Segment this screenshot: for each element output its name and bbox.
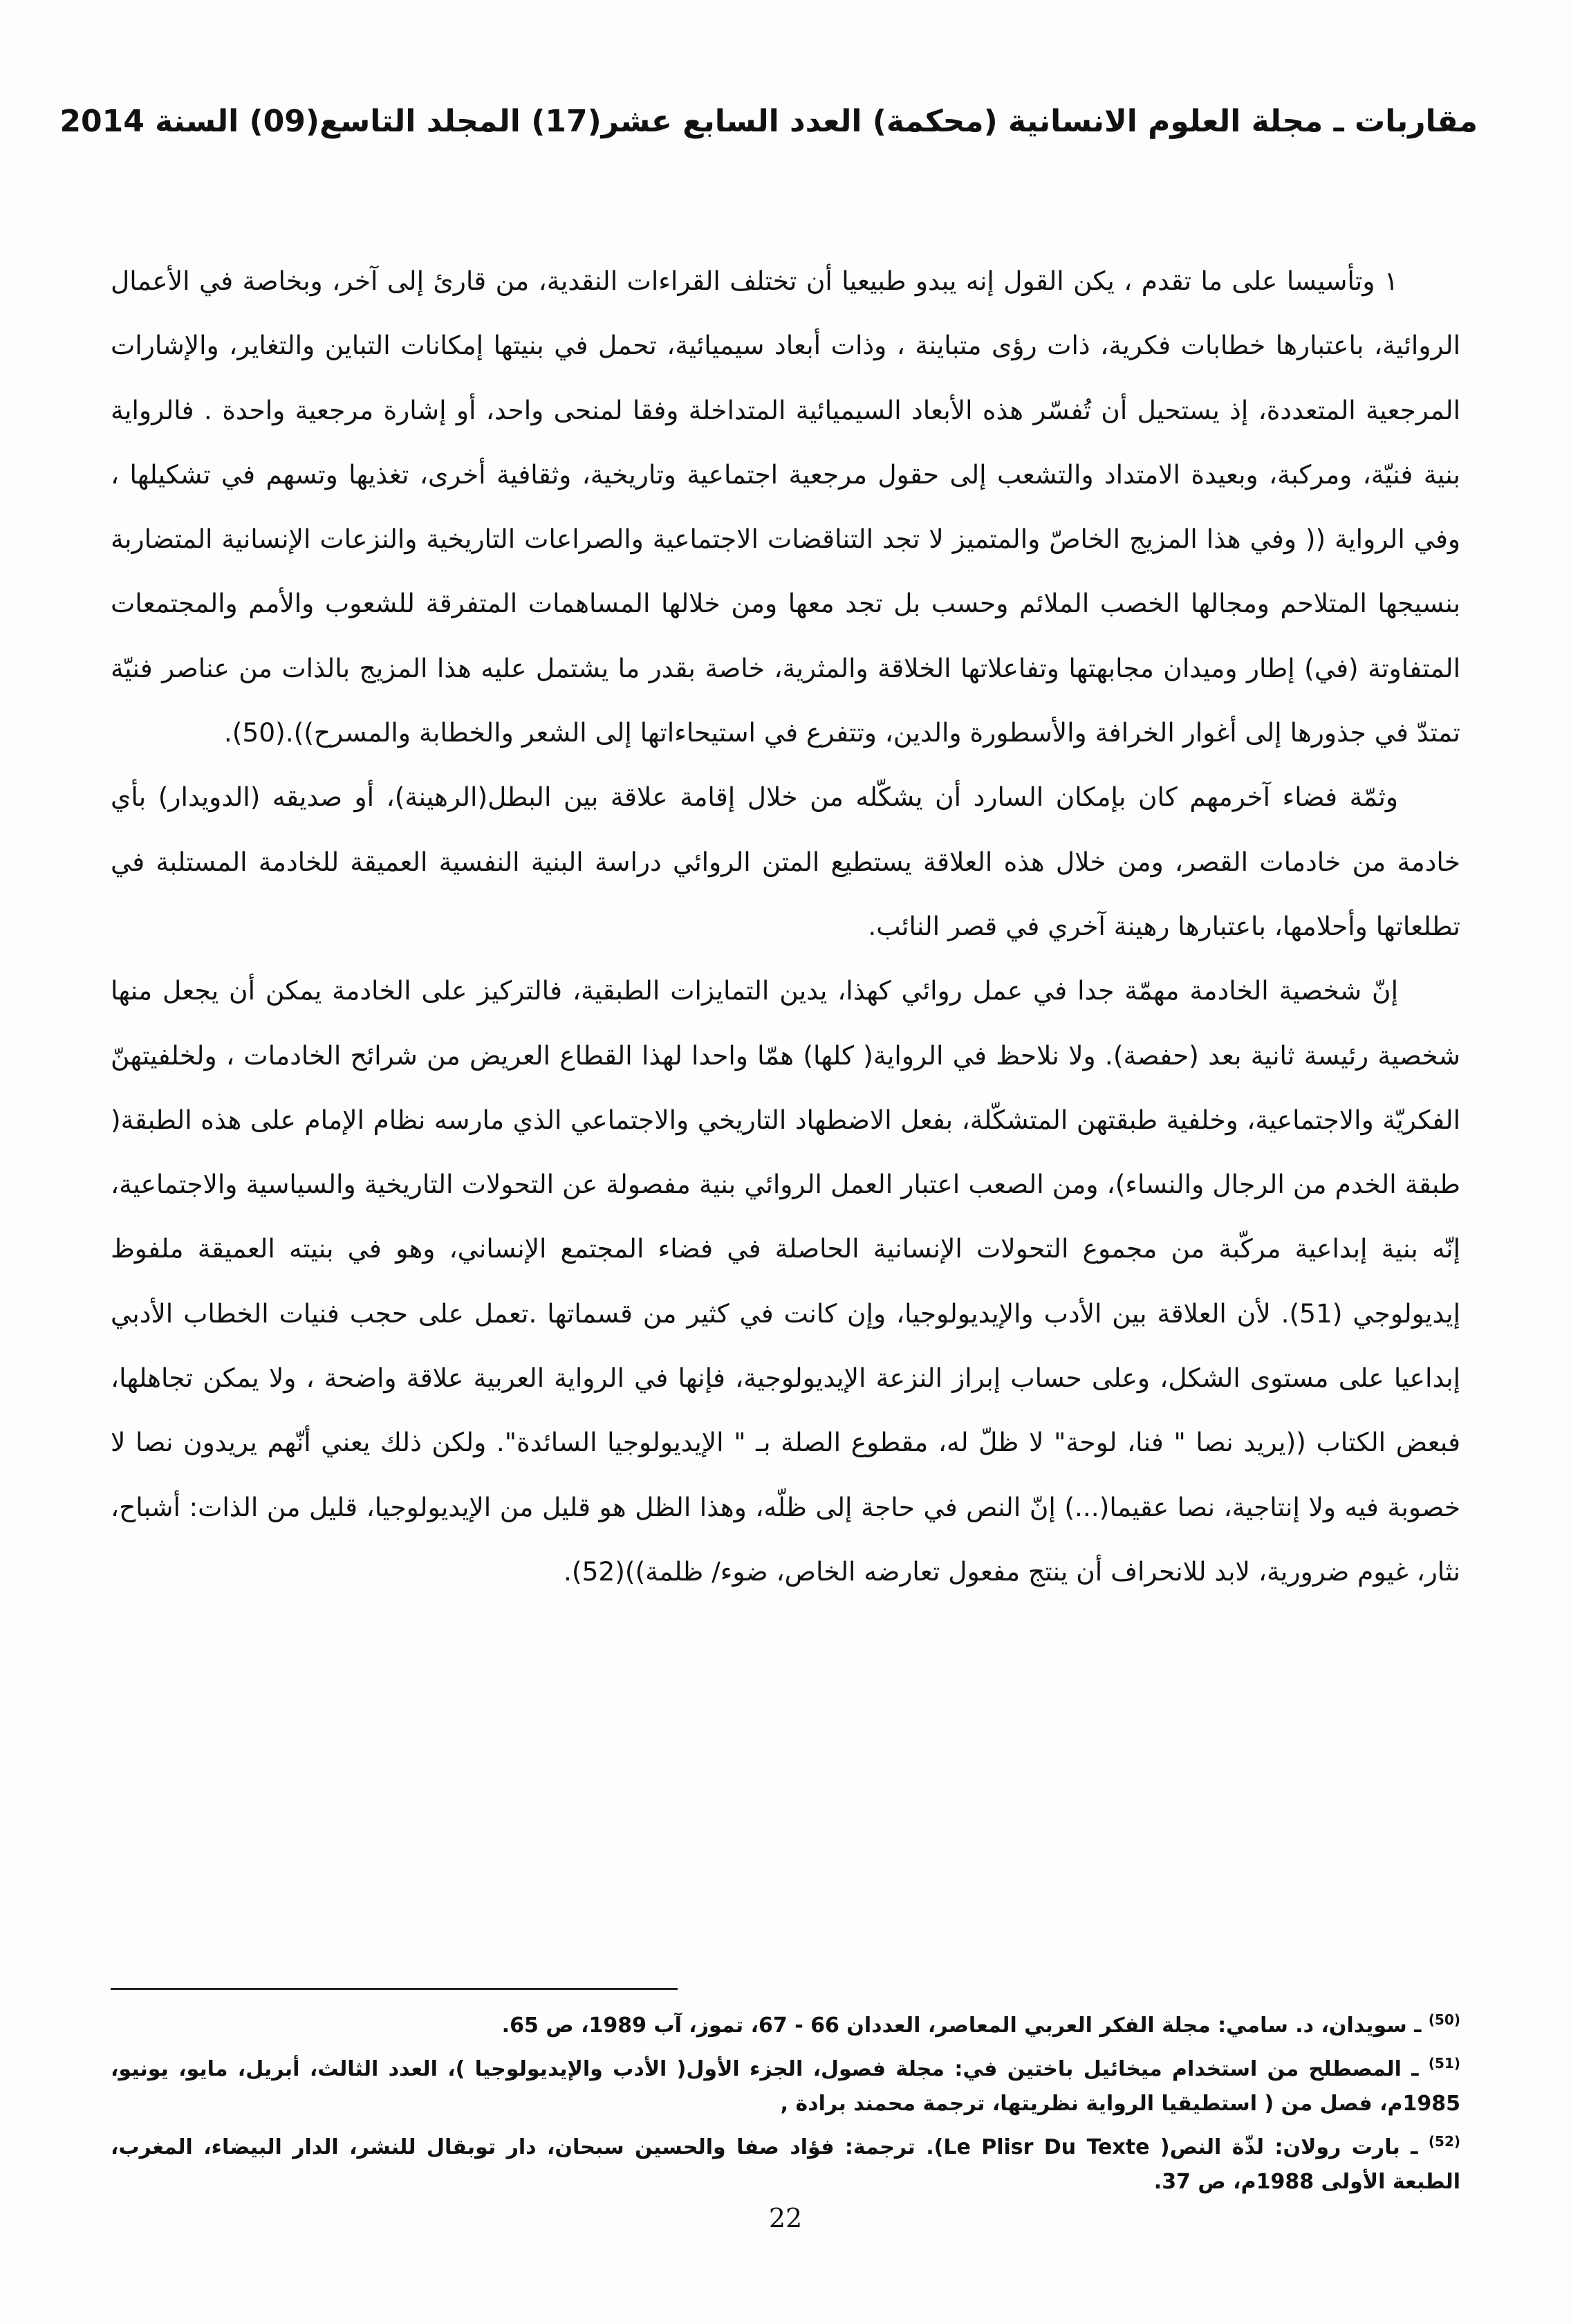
- footnote-number: (51): [1428, 2055, 1460, 2072]
- body-paragraph-3: إنّ شخصية الخادمة مهمّة جدا في عمل روائي كهذا، يدين التمايزات الطبقية، فالتركيز على الخادمة يمكن أن يجعل منها شخصية رئيسة ثانية بعد (حفصة). ولا نلاحظ في الرواية( كلها) همّا واحدا لهذا القطاع العريض من شرائح الخادمات ، ولخلفيتهنّ الفكريّة والاجتماعية، وخلفية طبقتهن المتشكّلة، بفعل الاضطهاد التاريخي والاجتماعي الذي مارسه نظام الإمام على هذه الطبقة( طبقة الخدم من الرجال والنساء)، ومن الصعب اعتبار العمل الروائي بنية مفصولة عن التحولات التاريخية والسياسية والاجتماعية، إنّه بنية إبداعية مركّبة من مجموع التحولات الإنسانية الحاصلة في فضاء المجتمع الإنساني، وهو في بنيته العميقة ملفوظ إيديولوجي (51). لأن العلاقة بين الأدب والإيديولوجيا، وإن كانت في كثير من قسماتها .تعمل على حجب فنيات الخطاب الأدبي إبداعيا على مستوى الشكل، وعلى حساب إبراز النزعة الإيديولوجية، فإنها في الرواية العربية علاقة واضحة ، ولا يمكن تجاهلها، فبعض الكتاب ((يريد نصا " فنا، لوحة" لا ظلّ له، مقطوع الصلة بـ " الإيديولوجيا السائدة". ولكن ذلك يعني أنّهم يريدون نصا لا خصوبة فيه ولا إنتاجية، نصا عقيما(...) إنّ النص في حاجة إلى ظلّه، وهذا الظل هو قليل من الإيديولوجيا، قليل من الذات: أشباح، نثار، غيوم ضرورية، لابد للانحراف أن ينتج مفعول تعارضه الخاص، ضوء/ ظلمة))(52).: [111, 975, 1461, 1587]
- footnote-51: [111, 2046, 1460, 2121]
- body-paragraph-2: وثمّة فضاء آخرمهم كان بإمكان السارد أن يشكّله من خلال إقامة علاقة بين البطل(الرهينة)، أو صديقه (الدويدار) بأي خادمة من خادمات القصر، ومن خلال هذه العلاقة يستطيع المتن الروائي دراسة البنية النفسية العميقة للخادمة المستلبة في تطلعاتها وأحلامها، باعتبارها رهينة آخري في قصر النائب.: [111, 782, 1460, 941]
- footnote-number: (52): [1428, 2133, 1461, 2150]
- footnote-50: [111, 2002, 1460, 2043]
- body-text: [111, 249, 1460, 1604]
- footnote-52: [111, 2124, 1460, 2200]
- body-paragraph-1: ١ وتأسيسا على ما تقدم ، يكن القول إنه يبدو طبيعيا أن تختلف القراءات النقدية، من قارئ إلى آخر، وبخاصة في الأعمال الروائية، باعتبارها خطابات فكرية، ذات رؤى متباينة ، وذات أبعاد سيميائية، تحمل في بنيتها إمكانات التباين والتغاير، والإشارات المرجعية المتعددة، إذ يستحيل أن تُفسّر هذه الأبعاد السيميائية المتداخلة وفقا لمنحى واحد، أو إشارة مرجعية واحدة . فالرواية بنية فنيّة، ومركبة، وبعيدة الامتداد والتشعب إلى حقول مرجعية اجتماعية وتاريخية، وثقافية أخرى، تغذيها وتسهم في تشكيلها ، وفي الرواية (( وفي هذا المزيج الخاصّ والمتميز لا تجد التناقضات الاجتماعية والصراعات التاريخية والنزعات الإنسانية المتضاربة بنسيجها المتلاحم ومجالها الخصب الملائم وحسب بل تجد معها ومن خلالها المساهمات المتفرقة للشعوب والأمم والمجتمعات المتفاوتة (في) إطار وميدان مجابهتها وتفاعلاتها الخلاقة والمثرية، خاصة بقدر ما يشتمل عليه هذا المزيج بالذات من عناصر فنيّة تمتدّ في جذورها إلى أغوار الخرافة والأسطورة والدين، وتتفرع في استيحاءاتها إلى الشعر والخطابة والمسرح)).(50).: [111, 266, 1460, 748]
- footnote-text: ـ سويدان، د. سامي: مجلة الفكر العربي المعاصر، العددان 66 - 67، تموز، آب 1989، ص 65.: [501, 2013, 1422, 2038]
- footnote-text: ـ بارت رولان: لذّة النص( Le Plisr Du Texte). ترجمة: فؤاد صفا والحسين سبحان، دار توبقال للنشر، الدار البيضاء، المغرب، الطبعة الأولى 1988م، ص 37.: [111, 2135, 1460, 2194]
- running-header: مقاربات ـ مجلة العلوم الانسانية (محكمة) العدد السابع عشر(17) المجلد التاسع(09) السنة 2014: [59, 104, 1478, 139]
- footnote-number: (50): [1428, 2011, 1460, 2028]
- footnotes: [111, 2002, 1460, 2202]
- footnote-text: ـ المصطلح من استخدام ميخائيل باختين في: مجلة فصول، الجزء الأول( الأدب والإيديولوجيا )، العدد الثالث، أبريل، مايو، يونيو، 1985م، فصل من ( استطيقيا الرواية نظريتها، ترجمة محمند برادة ,: [111, 2057, 1460, 2116]
- footnote-separator: [111, 1988, 678, 1990]
- page-number: 22: [768, 2203, 803, 2233]
